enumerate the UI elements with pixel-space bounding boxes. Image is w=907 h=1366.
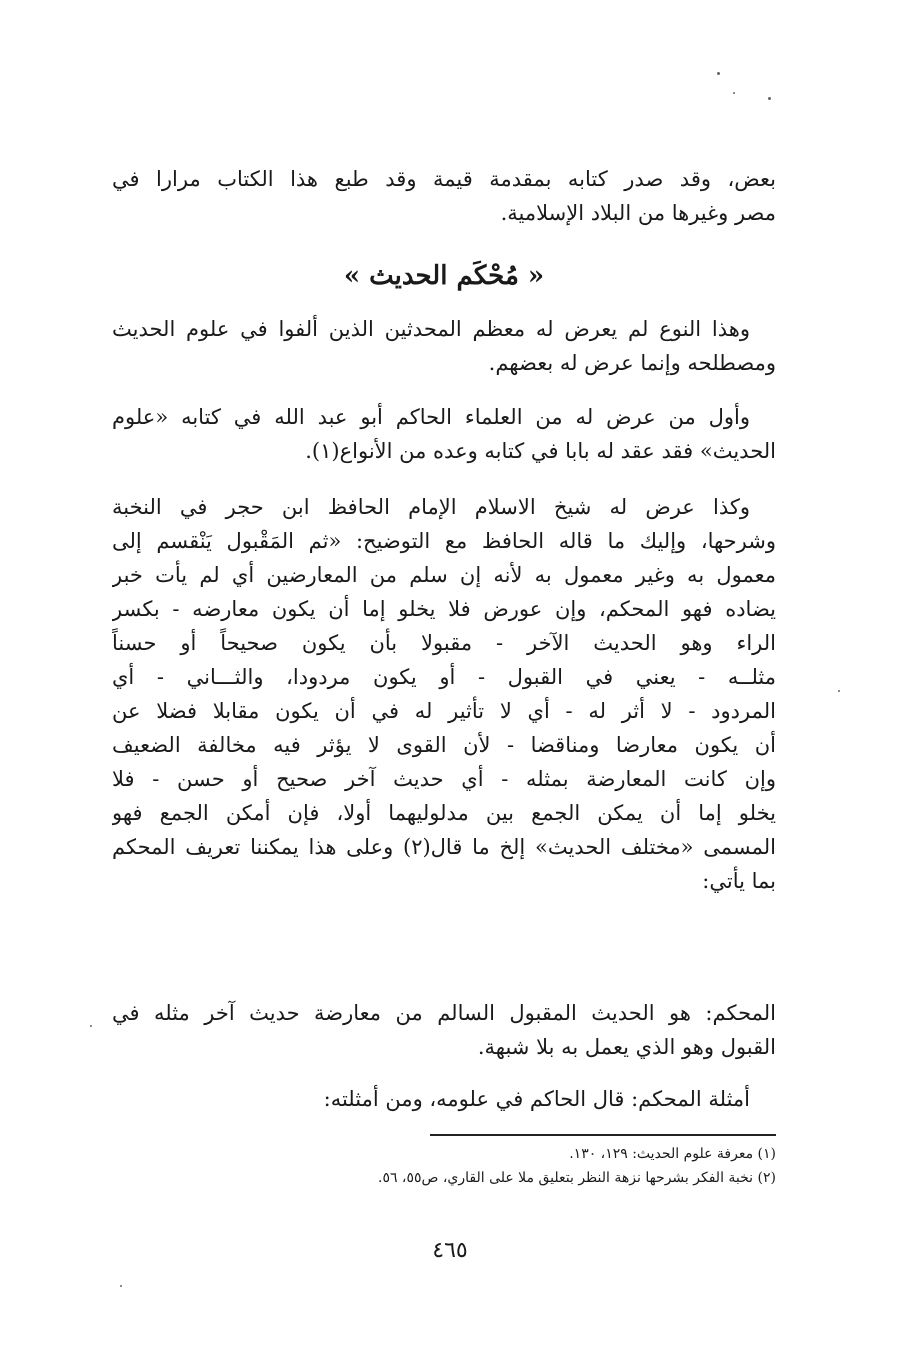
text-line: أن يكون معارضا ومناقضا - لأن القوى لا يؤثر فيه مخالفة الضعيف <box>112 733 776 757</box>
footnote-divider <box>430 1134 776 1136</box>
footnotes <box>250 1142 776 1190</box>
text-line: يخلو إما أن يمكن الجمع بين مدلوليهما أولا، فإن أمكن الجمع فهو <box>112 801 776 825</box>
scan-speck <box>120 1285 122 1287</box>
text-line: وإن كانت المعارضة بمثله - أي حديث آخر صحيح أو حسن - فلا <box>112 767 776 791</box>
text-line: القبول وهو الذي يعمل به بلا شبهة. <box>477 1035 776 1059</box>
text-line: المسمى «مختلف الحديث» إلخ ما قال(٢) وعلى هذا يمكننا تعريف المحكم <box>112 835 776 859</box>
text-line: وكذا عرض له شيخ الاسلام الإمام الحافظ ابن حجر في النخبة <box>112 495 750 519</box>
text-line: ومصطلحه وإنما عرض له بعضهم. <box>488 351 776 375</box>
scan-speck <box>768 97 771 100</box>
text-line: يضاده فهو المحكم، وإن عورض فلا يخلو إما أن يكون معارضه - بكسر <box>112 597 776 621</box>
text-line: الحديث» فقد عقد له بابا في كتابه وعده من الأنواع(١). <box>305 439 776 463</box>
text-line: بما يأتي: <box>702 869 776 893</box>
text-line: مثلــه - يعني في القبول - أو يكون مردودا، والثـــاني - أي <box>112 665 776 689</box>
scan-speck <box>90 1025 92 1027</box>
scan-speck <box>717 72 720 75</box>
footnote-2: (٢) نخبة الفكر بشرحها نزهة النظر بتعليق ملا على القاري، ص٥٥، ٥٦. <box>377 1170 776 1186</box>
footnote-1: (١) معرفة علوم الحديث: ١٢٩، ١٣٠. <box>569 1146 776 1162</box>
text-line: وهذا النوع لم يعرض له معظم المحدثين الذين ألفوا في علوم الحديث <box>112 317 750 341</box>
scan-speck <box>733 92 735 94</box>
paragraph-2 <box>112 400 776 468</box>
text-line: مصر وغيرها من البلاد الإسلامية. <box>500 201 776 225</box>
text-line: الراء وهو الحديث الآخر - مقبولا بأن يكون صحيحاً أو حسناً <box>112 631 776 655</box>
text-line: بعض، وقد صدر كتابه بمقدمة قيمة وقد طبع هذا الكتاب مرارا في <box>112 167 776 191</box>
text-line: وشرحها، وإليك ما قاله الحافظ مع التوضيح: «ثم المَقْبول يَنْقسم إلى <box>112 529 776 553</box>
text-line: المحكم: هو الحديث المقبول السالم من معارضة حديث آخر مثله في <box>112 1001 776 1025</box>
page-number: ٤٦٥ <box>432 1238 468 1263</box>
text-line: معمول به وغير معمول به لأنه إن سلم من المعارضين أي لم يأت خبر <box>112 563 776 587</box>
scan-speck <box>838 690 840 692</box>
paragraph-5 <box>112 1082 776 1116</box>
paragraph-1 <box>112 312 776 380</box>
section-heading: « مُحْكَم الحديث » <box>343 261 545 291</box>
paragraph-3 <box>112 490 776 898</box>
intro-paragraph <box>112 162 776 230</box>
paragraph-4 <box>112 996 776 1064</box>
text-line: المردود - لا أثر له - أي لا تأثير له في أن يكون مقابلا فضلا عن <box>112 699 776 723</box>
text-line: وأول من عرض له من العلماء الحاكم أبو عبد الله في كتابه «علوم <box>112 405 750 429</box>
text-line: أمثلة المحكم: قال الحاكم في علومه، ومن أمثلته: <box>323 1087 750 1111</box>
